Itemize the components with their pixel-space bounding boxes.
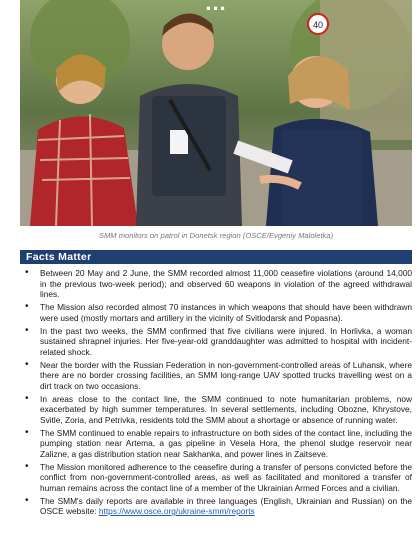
list-item: • Between 20 May and 2 June, the SMM recorded almost 11,000 ceasefire violations (around 14,000 in the previous two-week period); and observed 60 weapons in violation of the agreed withdrawal lines. — [20, 268, 412, 300]
photo — [20, 0, 412, 226]
list-item: • The Mission also recorded almost 70 instances in which weapons that should have been withdrawn were used (mostly mortars and artillery in the vicinity of Svitlodarsk and Popasna). — [20, 302, 412, 323]
list-item: • The Mission monitored adherence to the ceasefire during a transfer of persons convicted before the conflict from non-government-controlled areas, as well as facilitated and monitored a transfer of human remains across the contact line of a member of the Ukrainian Armed Forces and a civilian. — [20, 462, 412, 494]
page-header-fragment: ... — [205, 0, 227, 15]
speed-sign-text: 40 — [312, 20, 324, 30]
list-item: • The SMM continued to enable repairs to infrastructure on both sides of the contact line, including the pumping station near Artema, a gas pipeline in Vesela Hora, the phenol sludge reservoir near Zalizne, a gas distribution station near Sakhanka, and power lines in Zaitseve. — [20, 428, 412, 460]
reports-link[interactable]: https://www.osce.org/ukraine-smm/reports — [98, 506, 255, 516]
list-item-text: The SMM's daily reports are available in three languages (English, Ukrainian and Russian) on the OSCE website: — [40, 495, 412, 516]
section-title — [20, 250, 412, 264]
patrol-photo-illustration — [20, 0, 412, 226]
list-item: • In areas close to the contact line, the SMM continued to note humanitarian problems, now exacerbated by high summer temperatures. In several settlements, including Obozne, Khrystove, Svitle, Zoria, and Petrivka, residents told the SMM about a shortage or absence of running water. — [20, 394, 412, 426]
list-item — [20, 496, 412, 517]
facts-list — [20, 268, 412, 519]
list-item: • Near the border with the Russian Federation in non-government-controlled areas of Luhansk, where there are no border crossing facilities, an SMM long-range UAV spotted trucks travelling west on a dirt track on two occasions. — [20, 360, 412, 392]
photo-caption: SMM monitors on patrol in Donetsk region (OSCE/Evgeniy Maloletka) — [98, 231, 334, 240]
section-title-text: Facts Matter — [26, 251, 92, 263]
list-item: • In the past two weeks, the SMM confirmed that five civilians were injured. In Horlivka, a woman sustained shrapnel injuries. Her five-year-old granddaughter was admitted to hospital with incident-related shock. — [20, 326, 412, 358]
